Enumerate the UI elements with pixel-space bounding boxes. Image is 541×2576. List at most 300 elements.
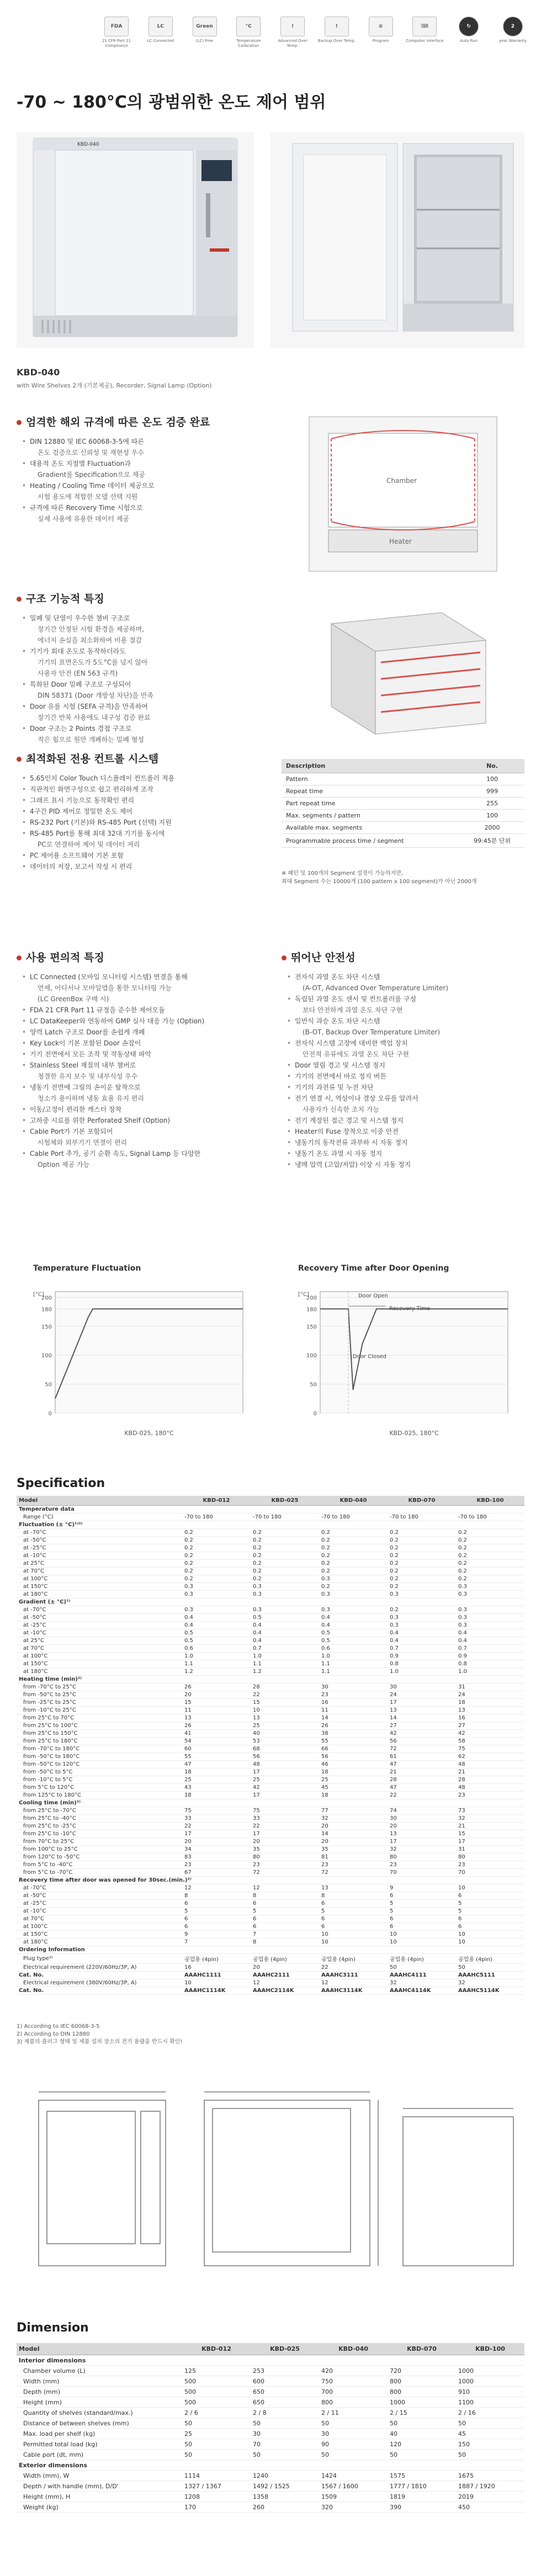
table-cell: 0.7 [456, 1645, 524, 1653]
table-row-label: at -70°C [17, 1884, 182, 1892]
table-cell: 7 [251, 1931, 319, 1938]
table-cell: 5 [456, 1900, 524, 1908]
chart-title-recovery: Recovery Time after Door Opening [298, 1264, 449, 1273]
table-row [17, 2492, 524, 2502]
table-cell: 0.2 [456, 1537, 524, 1544]
table-cell: 5 [388, 1908, 456, 1915]
table-cell: 6 [251, 1900, 319, 1908]
table-cell: 8 [182, 1892, 251, 1900]
table-cell: 0.3 [388, 1614, 456, 1622]
table-row [17, 2439, 524, 2450]
feature-icon-item [405, 17, 444, 49]
list-item-text: • 냉매 압력 (고압/저압) 이상 시 자동 정지 [295, 1161, 411, 1169]
table-cell: 10 [319, 1931, 388, 1938]
hero-title: -70 ~ 180°C의 광범위한 온도 제어 범위 [17, 93, 326, 112]
table-cell: 80 [251, 1853, 319, 1861]
table-cell: 22 [251, 1823, 319, 1830]
table-row-label: Cat. No. [17, 1972, 182, 1979]
table-cell: 공업용 (4pin) [319, 1954, 388, 1964]
table-cell: 8 [251, 1938, 319, 1946]
table-cell: 12 [251, 1979, 319, 1987]
table-cell: 10 [388, 1931, 456, 1938]
table-cell: 28 [251, 1683, 319, 1691]
table-row [17, 1591, 524, 1598]
table-cell: 47 [182, 1761, 251, 1768]
table-cell: 30 [319, 1683, 388, 1691]
list-item-text: • 이동/고정이 편리한 캐스터 장착 [30, 1106, 122, 1113]
table-cell: 0.9 [388, 1653, 456, 1660]
table-header: Model [17, 2343, 182, 2355]
chart-title-fluctuation: Temperature Fluctuation [33, 1264, 141, 1273]
table-cell: 20 [319, 1823, 388, 1830]
table-row-label: from -10°C to 25°C [17, 1707, 182, 1714]
table-cell: 55 [319, 1738, 388, 1745]
table-row [17, 1676, 524, 1683]
table-cell: 2 / 6 [182, 2408, 251, 2418]
list-item-text: • Heating / Cooling Time 데이터 제공으로 [30, 482, 155, 490]
table-cell: 12 [319, 1979, 388, 1987]
table-cell: 83 [182, 1853, 251, 1861]
feature-icon-item [449, 17, 489, 49]
list-item-text: DIN 58371 (Door 개방성 차단)을 만족 [38, 692, 153, 699]
table-row [17, 1691, 524, 1699]
table-cell: 1.2 [182, 1668, 251, 1676]
table-cell: 60 [182, 1745, 251, 1753]
table-row-label: Permitted total load (kg) [17, 2439, 182, 2450]
table-row-label: Depth / with handle (mm), D/D' [17, 2481, 182, 2492]
program-table-header: Description [282, 759, 460, 773]
table-cell: 0.4 [388, 1637, 456, 1645]
table-cell: 6 [251, 1923, 319, 1931]
table-row-label: Width (mm), W [17, 2471, 182, 2481]
table-row-label: from 5°C to -40°C [17, 1861, 182, 1869]
table-cell: 공업용 (4pin) [182, 1954, 251, 1964]
table-row [17, 1784, 524, 1792]
table-cell: AAAHC2111 [251, 1972, 319, 1979]
table-row-label: from -50°C to 25°C [17, 1691, 182, 1699]
table-cell: 90 [319, 2439, 388, 2450]
table-cell: 0.2 [456, 1560, 524, 1568]
table-cell: 1240 [251, 2471, 319, 2481]
table-row-label: Plug type³⁾ [17, 1954, 182, 1964]
list-item [22, 480, 259, 502]
table-cell: 20 [319, 1838, 388, 1846]
y-tick-label: 100 [306, 1353, 317, 1359]
table-cell: 31 [456, 1846, 524, 1853]
table-cell: 18 [182, 1792, 251, 1799]
table-cell: 72 [388, 1745, 456, 1753]
table-row-label: Depth (mm) [17, 2387, 182, 2397]
list-item-text: • PC 제어용 소프트웨어 기본 포함 [30, 852, 124, 859]
table-cell: 26 [182, 1683, 251, 1691]
table-cell: 7 [182, 1938, 251, 1946]
list-item [22, 828, 265, 850]
table-group-label: Exterior dimensions [17, 2460, 524, 2471]
table-cell: Programmable process time / segment [282, 834, 460, 848]
table-cell: 1.1 [251, 1660, 319, 1668]
table-row-label: from -50°C to 120°C [17, 1761, 182, 1768]
table-cell: 66 [319, 1745, 388, 1753]
list-verification [22, 436, 259, 524]
table-row [17, 1598, 524, 1606]
table-row [17, 2450, 524, 2460]
table-row [17, 1931, 524, 1938]
table-cell: 800 [388, 2387, 456, 2397]
table-cell: 81 [319, 1853, 388, 1861]
table-cell: 72 [251, 1869, 319, 1877]
table-cell: 56 [319, 1753, 388, 1761]
table-cell: 11 [319, 1707, 388, 1714]
table-cell: 67 [182, 1869, 251, 1877]
table-cell: 100 [460, 773, 524, 785]
chart-caption: KBD-025, 180°C [124, 1430, 174, 1437]
list-item-text: • 데이터의 저장, 보고서 작성 시 편리 [30, 863, 132, 870]
table-cell: 54 [182, 1738, 251, 1745]
table-cell: 0.2 [388, 1606, 456, 1614]
spec-notes [17, 2023, 182, 2046]
table-cell: 750 [319, 2376, 388, 2387]
table-row-label: at -50°C [17, 1892, 182, 1900]
table-row-label: at 180°C [17, 1668, 182, 1676]
table-cell: 30 [388, 1815, 456, 1823]
table-cell: 50 [182, 2418, 251, 2429]
list-item-text: 청소가 용이하며 냉동 효율 유지 편리 [38, 1095, 144, 1102]
table-cell: AAAHC2114K [251, 1987, 319, 1995]
overtemp-icon: ! [280, 17, 305, 36]
table-cell: 1100 [456, 2397, 524, 2408]
list-item-text: • LC Connected (모바일 모니터링 시스템) 연결을 통해 [30, 973, 188, 981]
table-row-label: from 25°C to 150°C [17, 1730, 182, 1738]
list-control [22, 773, 265, 872]
table-cell: 22 [251, 1691, 319, 1699]
feature-icon-item [317, 17, 357, 49]
table-cell: 6 [388, 1892, 456, 1900]
plot-area [55, 1292, 243, 1413]
table-cell: 50 [388, 2418, 456, 2429]
table-row-label: from 25°C to 100°C [17, 1722, 182, 1730]
list-item-text: • 그래프 표시 기능으로 동작확인 편리 [30, 796, 135, 804]
table-cell: 50 [456, 2450, 524, 2460]
table-row-label: at -70°C [17, 1606, 182, 1614]
feature-icon-label: Advanced Over Temp. [278, 39, 307, 48]
table-cell: 5 [388, 1900, 456, 1908]
table-row-label: at -10°C [17, 1908, 182, 1915]
list-item-text: (A-OT, Advanced Over Temperature Limiter) [303, 984, 449, 992]
table-cell: 0.8 [388, 1660, 456, 1668]
table-header: KBD-070 [388, 1496, 456, 1506]
list-item [22, 1038, 270, 1049]
table-cell: -70 to 180 [251, 1513, 319, 1521]
table-cell: 28 [456, 1776, 524, 1784]
list-item [22, 646, 259, 679]
table-cell: 26 [319, 1722, 388, 1730]
list-item-text: 기기의 표면온도가 5도°C를 넘지 않아 [38, 658, 148, 666]
table-cell: 12 [182, 1884, 251, 1892]
list-item-text: 실제 사용에 유용한 데이터 제공 [38, 515, 129, 523]
section-title-structure: 구조 기능적 특징 [17, 591, 104, 606]
list-item [22, 1104, 270, 1115]
table-cell: 23 [251, 1861, 319, 1869]
table-row [17, 1738, 524, 1745]
list-item-text: • FDA 21 CFR Part 11 규정을 준수한 제어모듈 [30, 1006, 165, 1014]
table-cell: 50 [388, 2450, 456, 2460]
table-row [17, 1745, 524, 1753]
list-item [22, 679, 259, 701]
table-cell: 0.3 [388, 1622, 456, 1629]
table-row [17, 2376, 524, 2387]
table-row-label: Quantity of shelves (standard/max.) [17, 2408, 182, 2418]
list-item [287, 1159, 524, 1170]
table-cell: 10 [182, 1979, 251, 1987]
table-cell: 1.2 [251, 1668, 319, 1676]
program-table-note: ※ 패턴 및 100개의 Segment 설정이 가능하지만, 최대 Segment 수는 10000개 (100 pattern x 100 segment)가 아닌 2000개 [282, 870, 477, 885]
table-cell: 18 [319, 1792, 388, 1799]
table-cell: 0.2 [456, 1568, 524, 1575]
table-row [17, 1900, 524, 1908]
table-row [282, 798, 524, 810]
table-cell: 390 [388, 2502, 456, 2513]
table-cell: 50 [251, 2450, 319, 2460]
table-cell: 1000 [456, 2376, 524, 2387]
list-item-text: 사용자 안전 (EN 563 규격) [38, 670, 118, 677]
list-item [287, 994, 524, 1016]
table-cell: 253 [251, 2366, 319, 2376]
table-cell: 0.3 [456, 1614, 524, 1622]
table-cell: 0.6 [182, 1645, 251, 1653]
list-item [22, 1060, 270, 1082]
list-item-text: • Door 유를 시험 (SEFA 규격)을 만족하여 [30, 703, 148, 710]
table-cell: 6 [319, 1923, 388, 1931]
table-row-label: Range (°C) [17, 1513, 182, 1521]
table-row [17, 1560, 524, 1568]
lc-icon: LC [148, 17, 173, 36]
table-cell: 50 [182, 2450, 251, 2460]
chamber-label: Chamber [386, 477, 417, 485]
table-cell: 42 [456, 1730, 524, 1738]
table-cell: 1.1 [319, 1668, 388, 1676]
table-cell: 50 [319, 2450, 388, 2460]
table-cell: 24 [456, 1691, 524, 1699]
table-cell: AAAHC1114K [182, 1987, 251, 1995]
list-item-text: • 직관적인 화면구성으로 쉽고 편리하게 조작 [30, 785, 153, 793]
table-cell: 1777 / 1810 [388, 2481, 456, 2492]
list-item-text: • 전기 계장된 접근 경고 및 시스템 정지 [295, 1117, 404, 1124]
table-cell: 0.6 [319, 1645, 388, 1653]
y-tick-label: 50 [45, 1382, 52, 1388]
list-item-text: • 5.65인치 Color Touch 디스플레이 컨트롤러 적용 [30, 774, 175, 782]
table-row [17, 1637, 524, 1645]
table-cell: 500 [182, 2387, 251, 2397]
y-tick-label: 180 [41, 1306, 52, 1313]
table-row [17, 1792, 524, 1799]
footnote: 3) 제품의 플러그 형태 및 제품 설치 장소의 전기 용량을 반드시 확인! [17, 2039, 183, 2045]
table-row [17, 1513, 524, 1521]
table-cell: 0.2 [251, 1529, 319, 1537]
table-cell: 공업용 (4pin) [456, 1954, 524, 1964]
table-group-label: Temperature data [17, 1506, 524, 1513]
list-item-text: • 기기의 과전류 및 누전 차단 [295, 1083, 374, 1091]
table-cell: 0.4 [182, 1614, 251, 1622]
table-cell: 34 [182, 1846, 251, 1853]
list-item [287, 971, 524, 994]
table-cell: AAAHC3114K [319, 1987, 388, 1995]
table-row-label: from 70°C to 25°C [17, 1838, 182, 1846]
list-item [22, 971, 270, 1005]
y-tick-label: 180 [306, 1306, 317, 1313]
table-cell: 6 [456, 1923, 524, 1931]
table-cell: 9 [182, 1931, 251, 1938]
table-row [17, 1614, 524, 1622]
table-row [17, 1668, 524, 1676]
door-closed-label: Door Closed [353, 1353, 386, 1360]
bullet-dot-icon [17, 955, 22, 960]
y-tick-label: 0 [48, 1411, 52, 1417]
table-cell: -70 to 180 [319, 1513, 388, 1521]
table-header: KBD-012 [182, 1496, 251, 1506]
table-row-label: at 70°C [17, 1645, 182, 1653]
table-cell: 2019 [456, 2492, 524, 2502]
table-cell: 15 [456, 1830, 524, 1838]
footnote: 1) According to IEC 60068-3-5 [17, 2023, 100, 2030]
table-row [17, 1568, 524, 1575]
table-cell: 0.2 [388, 1583, 456, 1591]
feature-icon-item [493, 17, 533, 49]
table-header: KBD-040 [319, 2343, 388, 2355]
list-item-text: • 4구간 PID 제어로 정밀한 온도 제어 [30, 808, 132, 815]
table-cell: 48 [456, 1784, 524, 1792]
table-row [17, 1807, 524, 1815]
table-cell: 40 [251, 1730, 319, 1738]
table-cell: 22 [182, 1823, 251, 1830]
table-row [17, 1954, 524, 1964]
table-cell: 0.2 [319, 1552, 388, 1560]
table-cell: 0.3 [182, 1591, 251, 1598]
table-cell: 0.4 [251, 1629, 319, 1637]
bullet-dot-icon [17, 597, 22, 602]
table-cell: 0.2 [251, 1560, 319, 1568]
table-cell: 800 [388, 2376, 456, 2387]
table-cell: 24 [388, 1691, 456, 1699]
list-item-text: • 양력 Latch 구조로 Door를 손쉽게 개폐 [30, 1028, 145, 1036]
table-cell: 6 [182, 1923, 251, 1931]
green-icon: Green [193, 17, 217, 36]
table-cell: 17 [456, 1838, 524, 1846]
table-cell: 18 [456, 1699, 524, 1707]
table-cell: 800 [319, 2397, 388, 2408]
table-cell: 17 [182, 1830, 251, 1838]
table-cell: AAAHC4114K [388, 1987, 456, 1995]
table-cell: 0.2 [388, 1568, 456, 1575]
list-item-text: 사용자가 신속한 조치 가능 [303, 1106, 379, 1113]
table-row [17, 2387, 524, 2397]
table-cell: 70 [388, 1869, 456, 1877]
table-row [17, 1761, 524, 1768]
table-cell: 1327 / 1367 [182, 2481, 251, 2492]
table-row-label: at -10°C [17, 1552, 182, 1560]
list-safety [287, 971, 524, 1170]
y-tick-label: 200 [306, 1295, 317, 1302]
table-cell: Part repeat time [282, 798, 460, 810]
table-cell: 13 [388, 1707, 456, 1714]
table-cell: 0.2 [182, 1552, 251, 1560]
table-cell: 50 [319, 2418, 388, 2429]
list-convenience [22, 971, 270, 1170]
table-cell: Repeat time [282, 785, 460, 798]
table-row-label: from 5°C to 120°C [17, 1784, 182, 1792]
table-cell: 16 [182, 1964, 251, 1972]
warranty-icon: 2 [503, 17, 523, 36]
list-item-text: 장기간 반복 사용에도 내구성 검증 완료 [38, 714, 151, 721]
table-cell: 8 [319, 1892, 388, 1900]
table-cell: 150 [456, 2439, 524, 2450]
table-cell: 650 [251, 2397, 319, 2408]
list-item-text: • LC DataKeeper와 연동하여 GMP 실사 대응 가능 (Option) [30, 1017, 205, 1025]
table-row [17, 1815, 524, 1823]
table-cell: 1509 [319, 2492, 388, 2502]
list-item-text: • 전자식 과열 온도 차단 시스템 [295, 973, 380, 981]
table-cell: 22 [388, 1792, 456, 1799]
table-cell: 41 [182, 1730, 251, 1738]
table-cell: 1492 / 1525 [251, 2481, 319, 2492]
table-cell: 72 [319, 1869, 388, 1877]
table-cell: 99:45분 단위 [460, 834, 524, 848]
table-cell: 35 [319, 1846, 388, 1853]
table-row [17, 1946, 524, 1954]
list-item-text: 보다 안전하게 과열 온도 차단 구현 [303, 1006, 403, 1014]
table-cell: 0.3 [251, 1591, 319, 1598]
list-item-text: • 기기가 회대 온도로 동작하더라도 [30, 647, 126, 655]
table-cell: AAAHC1111 [182, 1972, 251, 1979]
table-row-label: at 25°C [17, 1560, 182, 1568]
list-item [22, 1027, 270, 1038]
table-row [282, 810, 524, 822]
table-cell: 0.2 [388, 1544, 456, 1552]
list-item-text: 안전적 유류에도 과열 온도 차단 구현 [303, 1050, 409, 1058]
table-cell: 0.5 [319, 1629, 388, 1637]
table-cell: 32 [456, 1979, 524, 1987]
list-structure [22, 613, 259, 745]
list-item [22, 806, 265, 817]
table-cell: 0.3 [319, 1606, 388, 1614]
table-cell: 15 [251, 1699, 319, 1707]
list-item [22, 795, 265, 806]
table-cell: 420 [319, 2366, 388, 2376]
table-cell: 15 [182, 1699, 251, 1707]
feature-icon-label: Temperature Calibration [236, 39, 261, 48]
table-cell: 0.4 [456, 1637, 524, 1645]
table-row [17, 1838, 524, 1846]
table-group-label: Interior dimensions [17, 2355, 524, 2366]
table-cell: 1.1 [319, 1660, 388, 1668]
list-item-text: • Heater의 Fuse 장착으로 이중 안전 [295, 1128, 399, 1135]
table-row [17, 2366, 524, 2376]
list-item-text: 적은 힘으로 원만 개폐하는 밀폐 형성 [38, 736, 144, 743]
table-row [17, 2408, 524, 2418]
table-cell: 25 [319, 1776, 388, 1784]
list-item [22, 773, 265, 784]
table-row [17, 1964, 524, 1972]
table-cell: 0.2 [319, 1544, 388, 1552]
table-cell: 13 [251, 1714, 319, 1722]
table-cell: 0.3 [319, 1575, 388, 1583]
table-cell: 0.3 [456, 1583, 524, 1591]
table-row [17, 1529, 524, 1537]
table-row [17, 1972, 524, 1979]
table-cell: 38 [319, 1730, 388, 1738]
list-item-text: • Stainless Steel 재질의 내부 챔버로 [30, 1061, 136, 1069]
table-row [17, 1853, 524, 1861]
list-item [22, 817, 265, 828]
